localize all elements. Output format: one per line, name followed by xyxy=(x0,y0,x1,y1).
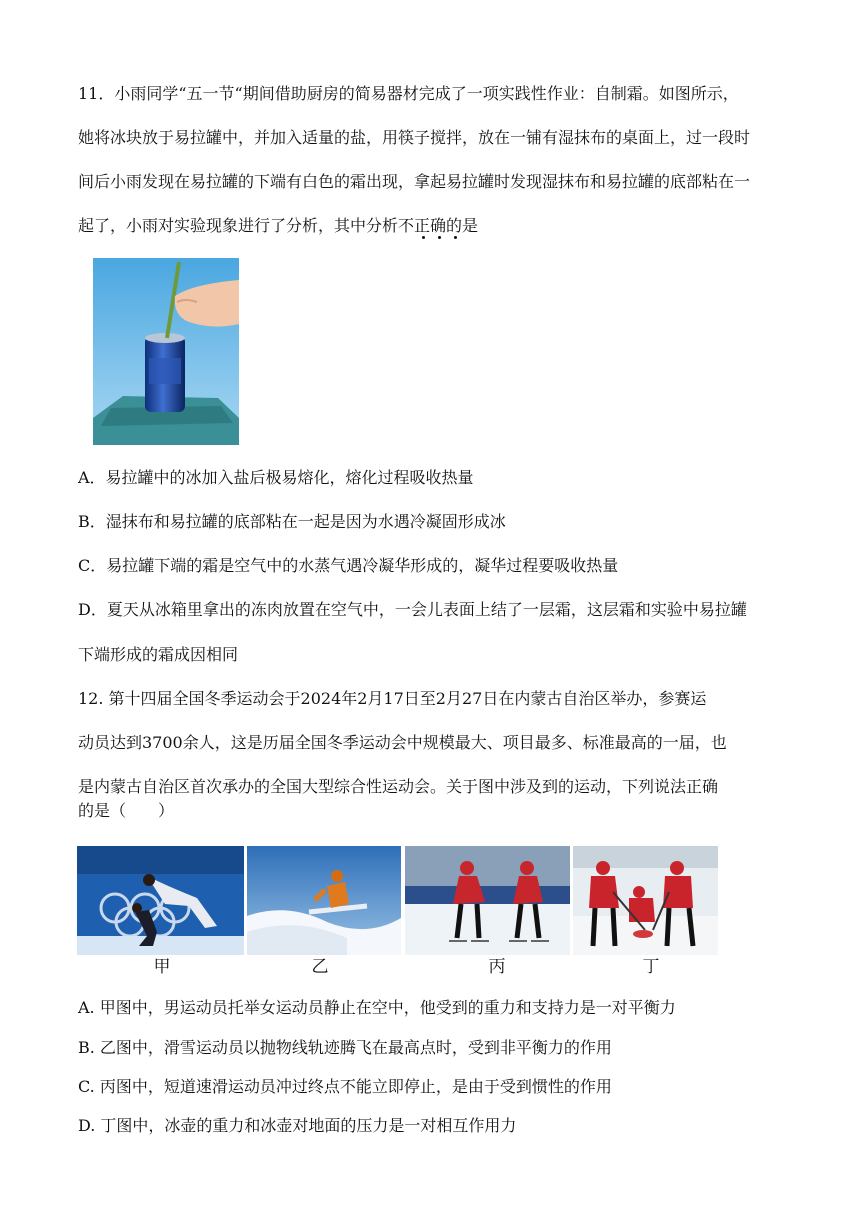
q11-option-d-line-1: D．夏天从冰箱里拿出的冻肉放置在空气中，一会儿表面上结了一层霜，这层霜和实验中易拉罐 xyxy=(78,600,747,619)
curling-photo xyxy=(573,846,718,955)
emphasis-dot xyxy=(422,236,425,239)
caption-bing: 丙 xyxy=(488,957,506,977)
q12-stem-line-3: 是内蒙古自治区首次承办的全国大型综合性运动会。关于图中涉及到的运动，下列说法正确 xyxy=(78,777,719,796)
q12-option-d: D. 丁图中，冰壶的重力和冰壶对地面的压力是一对相互作用力 xyxy=(78,1116,517,1135)
snowboarding-photo xyxy=(247,846,401,955)
figure-skating-photo xyxy=(77,846,244,955)
q11-option-d-line-2: 下端形成的霜成因相同 xyxy=(78,645,239,664)
caption-jia: 甲 xyxy=(153,957,171,977)
q11-stem-line-4: 起了，小雨对实验现象进行了分析，其中分析不正确的是 xyxy=(78,216,479,235)
caption-yi: 乙 xyxy=(311,957,329,977)
q11-stem-line-1: 11．小雨同学“五一节“期间借助厨房的简易器材完成了一项实践性作业：自制霜。如图所示， xyxy=(78,84,739,103)
emphasis-dot xyxy=(438,236,441,239)
q11-option-b: B．湿抹布和易拉罐的底部粘在一起是因为水遇冷凝固形成冰 xyxy=(78,512,506,531)
q11-stem-line-2: 她将冰块放于易拉罐中，并加入适量的盐，用筷子搅拌，放在一铺有湿抹布的桌面上，过一段时 xyxy=(78,128,751,147)
q12-stem-line-4: 的是（ ） xyxy=(78,801,175,820)
q12-stem-line-2: 动员达到3700余人，这是历届全国冬季运动会中规模最大、项目最多、标准最高的一届，也 xyxy=(78,733,727,752)
q11-option-a: A．易拉罐中的冰加入盐后极易熔化，熔化过程吸收热量 xyxy=(78,468,474,487)
q11-option-c: C．易拉罐下端的霜是空气中的水蒸气遇冷凝华形成的，凝华过程要吸收热量 xyxy=(78,556,619,575)
q12-option-b: B. 乙图中，滑雪运动员以抛物线轨迹腾飞在最高点时，受到非平衡力的作用 xyxy=(78,1038,612,1057)
speed-skating-photo xyxy=(405,846,570,955)
can-experiment-photo xyxy=(93,258,239,445)
q12-stem-line-1: 12. 第十四届全国冬季运动会于2024年2月17日至2月27日在内蒙古自治区举办，参赛运 xyxy=(78,689,707,708)
caption-ding: 丁 xyxy=(642,957,660,977)
q12-option-c: C. 丙图中，短道速滑运动员冲过终点不能立即停止，是由于受到惯性的作用 xyxy=(78,1077,612,1096)
q12-option-a: A. 甲图中，男运动员托举女运动员静止在空中，他受到的重力和支持力是一对平衡力 xyxy=(78,998,676,1017)
q11-stem-line-3: 间后小雨发现在易拉罐的下端有白色的霜出现，拿起易拉罐时发现湿抹布和易拉罐的底部粘在一 xyxy=(78,172,751,191)
emphasis-dot xyxy=(454,236,457,239)
